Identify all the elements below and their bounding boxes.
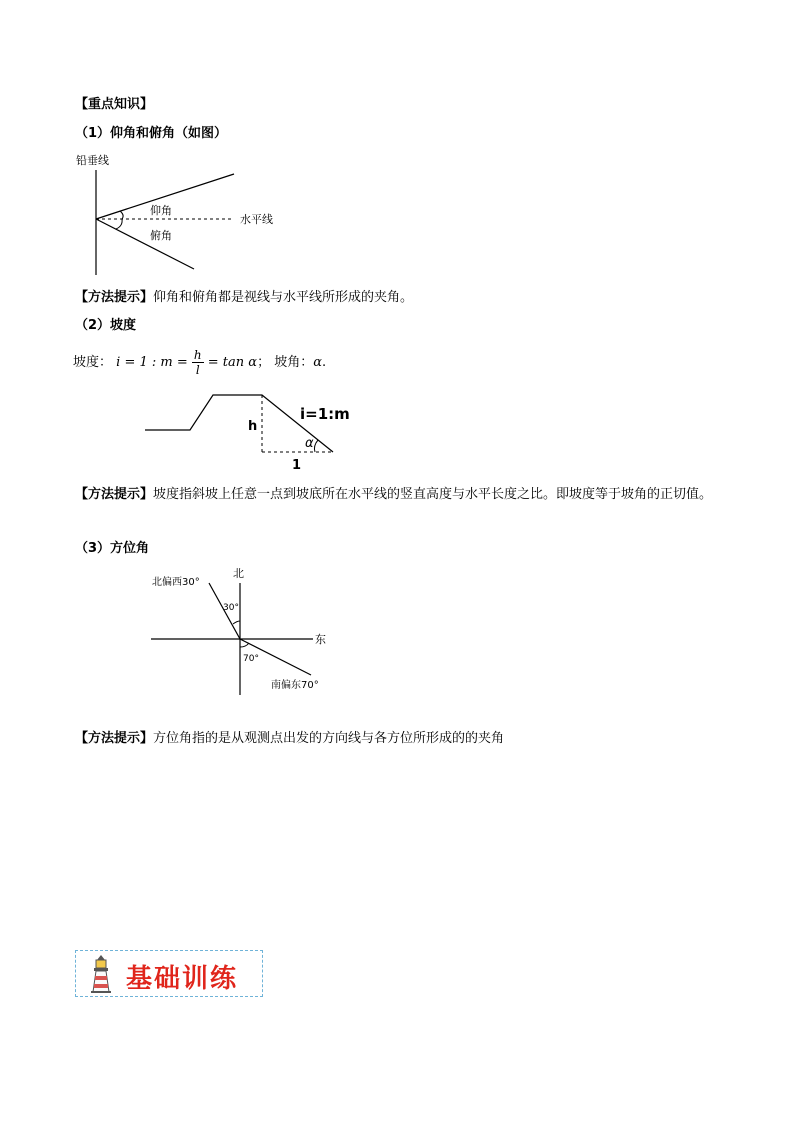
sight-line-down <box>96 219 194 269</box>
elevation-angle-arc <box>120 211 123 219</box>
north-label: 北 <box>233 567 244 580</box>
slope-angle-symbol: α <box>313 355 323 370</box>
slope-formula <box>73 345 326 381</box>
item3-tip <box>75 730 504 748</box>
item2-title: （2）坡度 <box>75 318 137 333</box>
tip-text: 方位角指的是从观测点出发的方向线与各方位所形成的的夹角 <box>153 731 505 746</box>
east-label: 东 <box>315 633 326 646</box>
elevation-depression-diagram <box>70 150 310 280</box>
depression-angle-label: 俯角 <box>150 229 172 242</box>
item2-tip <box>75 483 735 507</box>
item3-title: （3）方位角 <box>75 541 150 556</box>
formula-rhs: = tan α <box>207 355 258 370</box>
slope-angle-label: α <box>305 436 314 451</box>
fraction-denominator: l <box>195 363 200 377</box>
depression-angle-arc <box>116 219 122 229</box>
item1-tip <box>75 289 413 307</box>
vertical-line-label: 铅垂线 <box>76 154 109 167</box>
nw-angle-value: 30° <box>223 603 239 613</box>
slope-ratio-label: i=1:m <box>300 405 350 423</box>
tip-tag: 【方法提示】 <box>75 487 154 502</box>
section-heading: 【重点知识】 <box>75 97 154 112</box>
section-banner <box>75 950 263 997</box>
se-angle-arc <box>240 643 249 647</box>
fraction-numerator: h <box>193 348 202 362</box>
formula-lhs: i = 1 : m = <box>116 355 188 370</box>
tip-tag: 【方法提示】 <box>75 290 154 305</box>
slope-angle-arc <box>314 440 318 452</box>
tip-tag: 【方法提示】 <box>75 731 154 746</box>
bearing-diagram <box>145 563 340 698</box>
elevation-angle-label: 仰角 <box>150 204 172 217</box>
formula-separator: ； <box>257 355 271 370</box>
banner-title: 基础训练 <box>126 964 239 994</box>
formula-fraction <box>192 348 204 377</box>
se-angle-value: 70° <box>243 654 259 664</box>
formula-prefix: 坡度： <box>73 355 113 370</box>
tip-text: 仰角和俯角都是视线与水平线所形成的夹角。 <box>153 290 414 305</box>
horizontal-line-label: 水平线 <box>240 213 273 226</box>
item1-title: （1）仰角和俯角（如图） <box>75 126 228 141</box>
nw-bearing-label: 北偏西30° <box>152 577 200 588</box>
lighthouse-icon <box>88 954 114 994</box>
nw-angle-arc <box>233 621 240 624</box>
height-label: h <box>248 419 258 434</box>
formula-end: . <box>322 355 327 370</box>
tip-text: 坡度指斜坡上任意一点到坡底所在水平线的竖直高度与水平长度之比。即坡度等于坡角的正切值。 <box>153 487 713 502</box>
base-label: 1 <box>292 458 302 473</box>
se-bearing-label: 南偏东70° <box>271 680 319 691</box>
slope-angle-prefix: 坡角： <box>274 355 314 370</box>
slope-diagram <box>140 385 370 475</box>
